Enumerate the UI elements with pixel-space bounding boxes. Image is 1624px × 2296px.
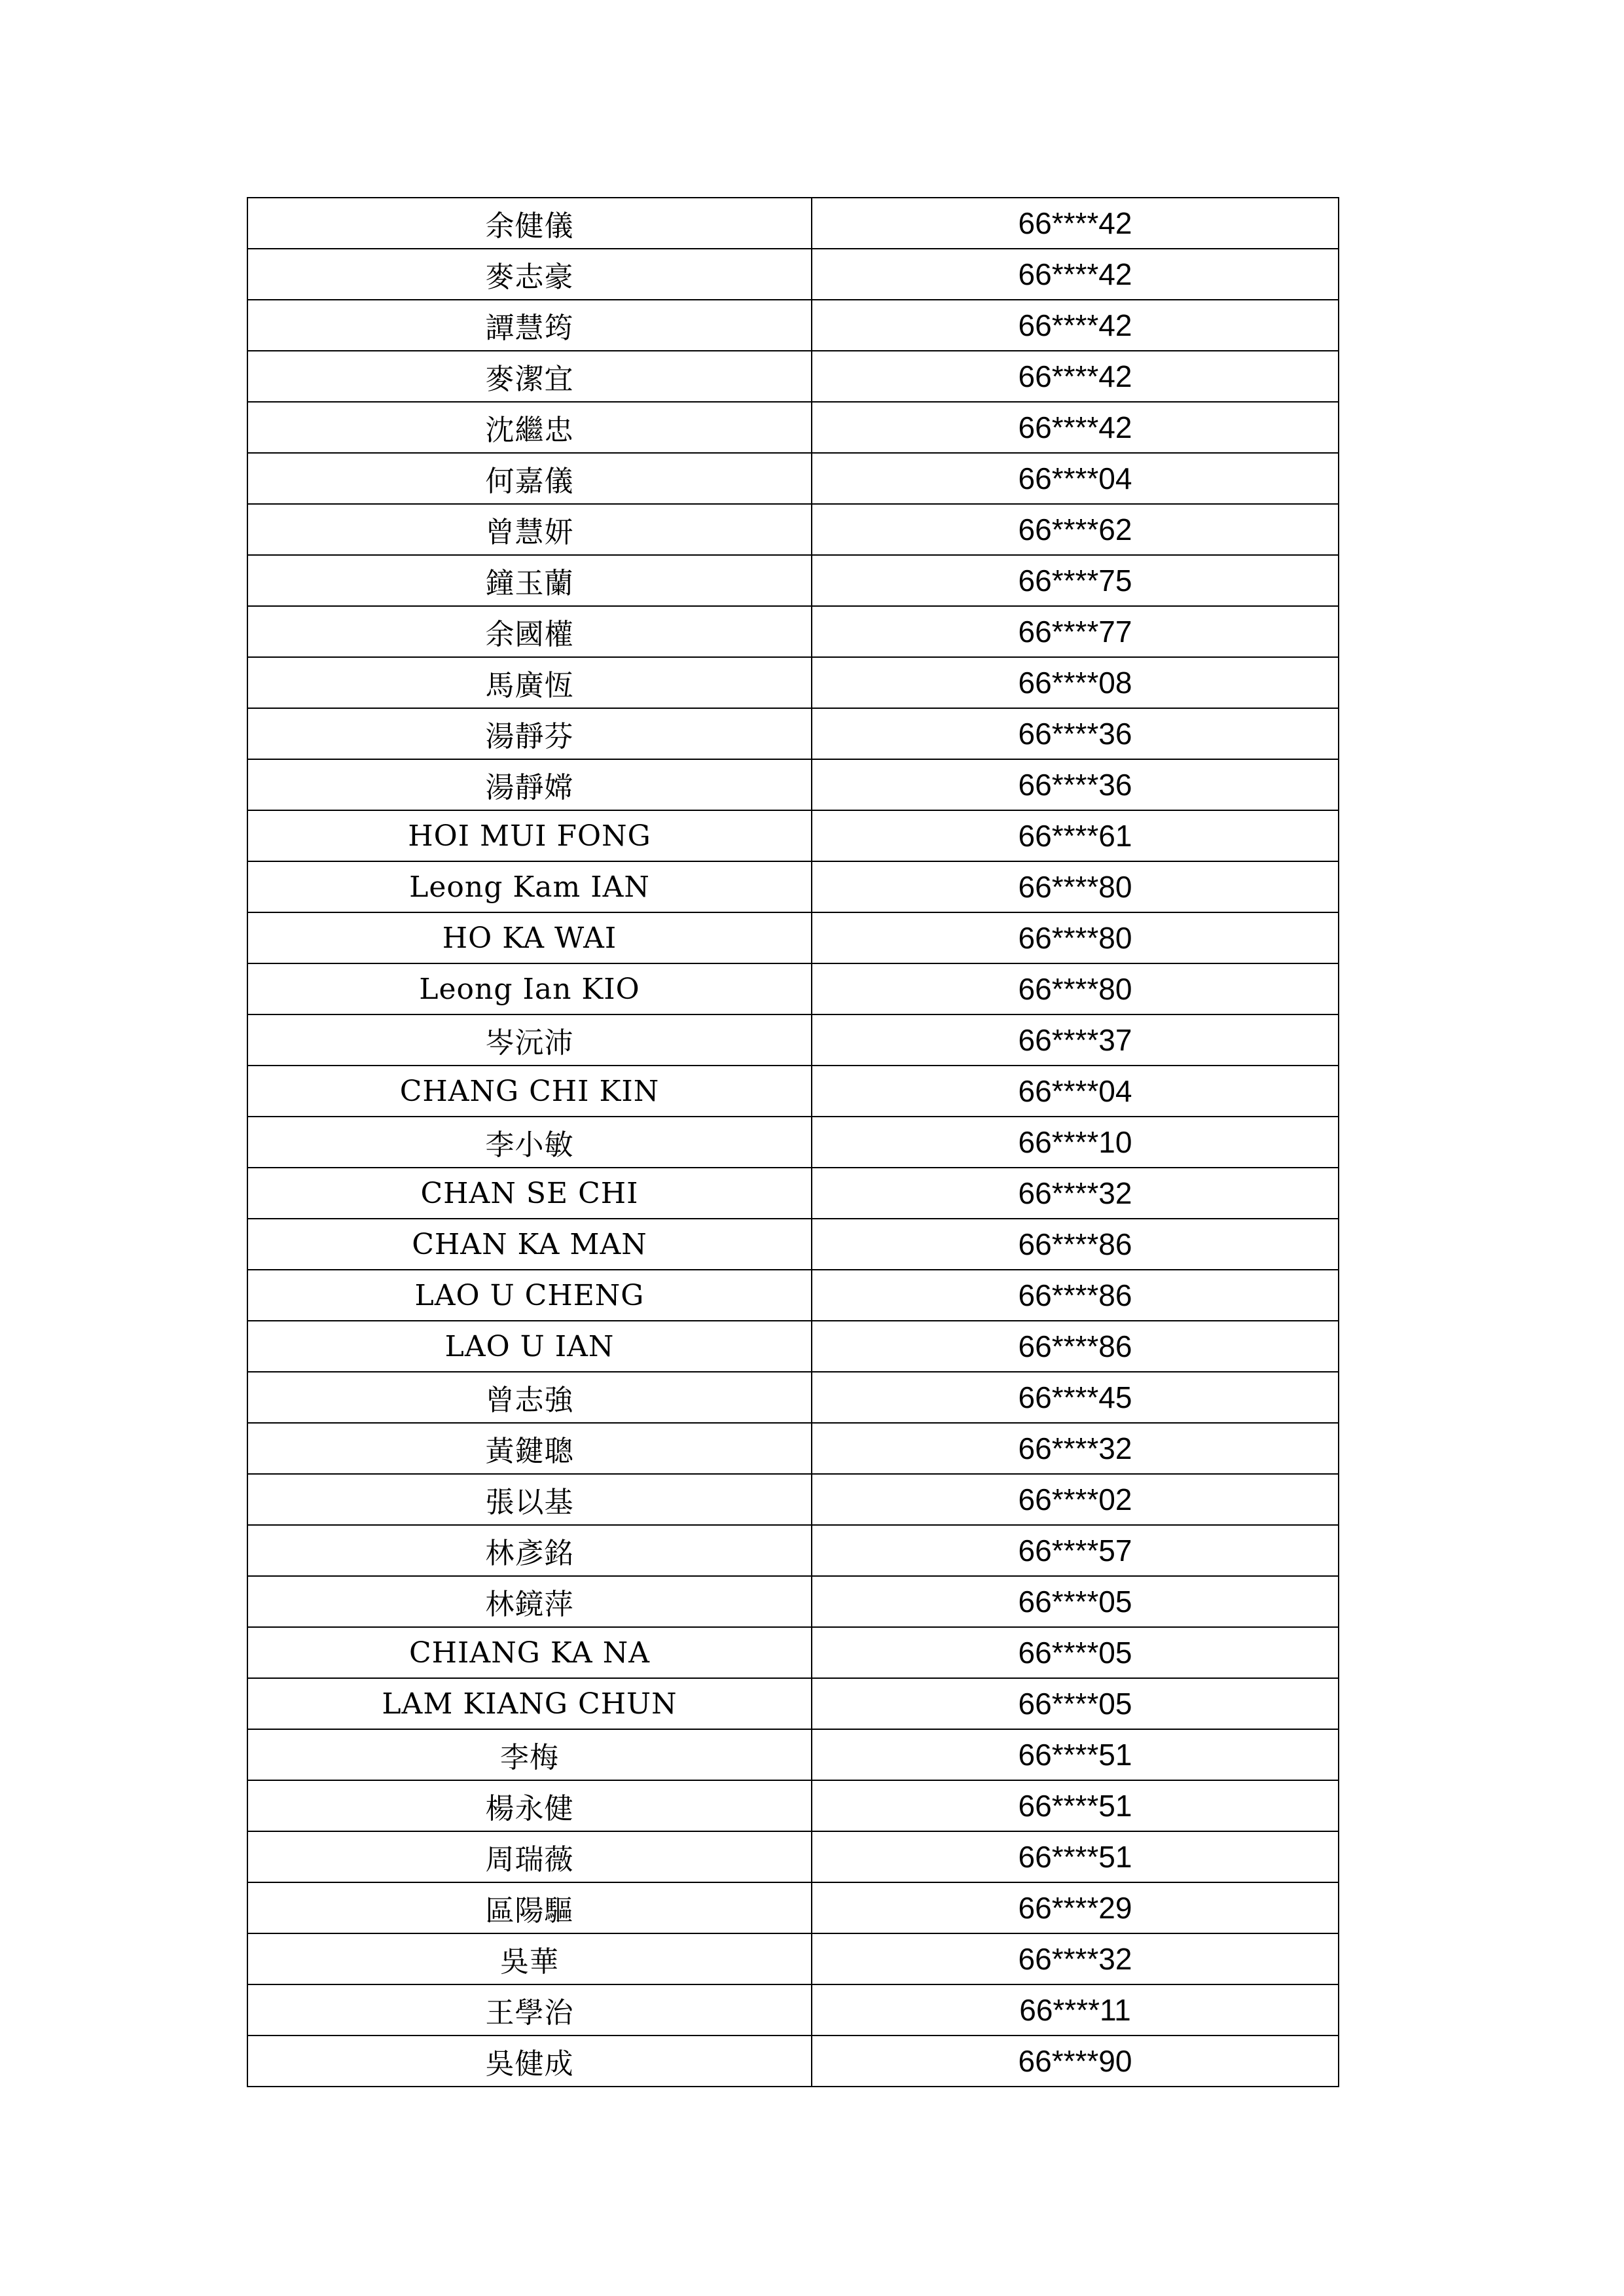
name-cell: CHANG CHI KIN — [247, 1066, 812, 1117]
table-row — [247, 810, 1339, 861]
phone-cell: 66****42 — [812, 198, 1339, 249]
table-row — [247, 1525, 1339, 1576]
name-cell: 曾慧妍 — [247, 504, 812, 555]
phone-cell: 66****08 — [812, 657, 1339, 708]
table-row — [247, 1423, 1339, 1474]
table-row — [247, 2036, 1339, 2087]
name-cell: 李梅 — [247, 1729, 812, 1780]
name-cell: 馬廣恆 — [247, 657, 812, 708]
phone-cell: 66****32 — [812, 1933, 1339, 1984]
phone-cell: 66****77 — [812, 606, 1339, 657]
phone-cell: 66****51 — [812, 1780, 1339, 1831]
phone-cell: 66****10 — [812, 1117, 1339, 1168]
table-row — [247, 1321, 1339, 1372]
name-cell: 曾志強 — [247, 1372, 812, 1423]
phone-cell: 66****04 — [812, 1066, 1339, 1117]
table-row — [247, 1831, 1339, 1882]
name-cell: Leong Ian KIO — [247, 963, 812, 1014]
table-row — [247, 1270, 1339, 1321]
table-row — [247, 1014, 1339, 1066]
name-cell: CHAN KA MAN — [247, 1219, 812, 1270]
name-cell: LAO U IAN — [247, 1321, 812, 1372]
name-cell: 鐘玉蘭 — [247, 555, 812, 606]
phone-cell: 66****86 — [812, 1270, 1339, 1321]
phone-cell: 66****57 — [812, 1525, 1339, 1576]
table-row — [247, 198, 1339, 249]
table-row — [247, 555, 1339, 606]
phone-cell: 66****80 — [812, 912, 1339, 963]
name-cell: 張以基 — [247, 1474, 812, 1525]
phone-cell: 66****37 — [812, 1014, 1339, 1066]
table-body — [247, 198, 1339, 2087]
table-row — [247, 1372, 1339, 1423]
phone-cell: 66****42 — [812, 249, 1339, 300]
table-row — [247, 861, 1339, 912]
phone-cell: 66****42 — [812, 351, 1339, 402]
name-cell: 余健儀 — [247, 198, 812, 249]
phone-cell: 66****80 — [812, 861, 1339, 912]
name-cell: 楊永健 — [247, 1780, 812, 1831]
table-row — [247, 249, 1339, 300]
name-cell: 余國權 — [247, 606, 812, 657]
table-row — [247, 912, 1339, 963]
name-cell: HOI MUI FONG — [247, 810, 812, 861]
phone-cell: 66****05 — [812, 1576, 1339, 1627]
phone-cell: 66****42 — [812, 300, 1339, 351]
table-row — [247, 453, 1339, 504]
table-row — [247, 1474, 1339, 1525]
name-cell: HO KA WAI — [247, 912, 812, 963]
table-row — [247, 1678, 1339, 1729]
table-row — [247, 1219, 1339, 1270]
table-row — [247, 1933, 1339, 1984]
name-cell: 何嘉儀 — [247, 453, 812, 504]
phone-cell: 66****05 — [812, 1678, 1339, 1729]
name-cell: 林彥銘 — [247, 1525, 812, 1576]
name-cell: 周瑞薇 — [247, 1831, 812, 1882]
table-row — [247, 1729, 1339, 1780]
phone-cell: 66****62 — [812, 504, 1339, 555]
name-cell: LAO U CHENG — [247, 1270, 812, 1321]
name-cell: 區陽驅 — [247, 1882, 812, 1933]
name-cell: 吳華 — [247, 1933, 812, 1984]
phone-cell: 66****36 — [812, 759, 1339, 810]
name-cell: 岑沅沛 — [247, 1014, 812, 1066]
phone-cell: 66****90 — [812, 2036, 1339, 2087]
name-cell: Leong Kam IAN — [247, 861, 812, 912]
name-cell: 沈繼忠 — [247, 402, 812, 453]
name-cell: 湯靜嫦 — [247, 759, 812, 810]
table-row — [247, 402, 1339, 453]
name-cell: 湯靜芬 — [247, 708, 812, 759]
phone-cell: 66****29 — [812, 1882, 1339, 1933]
name-cell: 麥志豪 — [247, 249, 812, 300]
phone-cell: 66****05 — [812, 1627, 1339, 1678]
phone-cell: 66****86 — [812, 1321, 1339, 1372]
name-cell: 麥潔宜 — [247, 351, 812, 402]
phone-cell: 66****36 — [812, 708, 1339, 759]
table-row — [247, 1066, 1339, 1117]
table-row — [247, 606, 1339, 657]
phone-cell: 66****51 — [812, 1729, 1339, 1780]
table-row — [247, 504, 1339, 555]
phone-cell: 66****75 — [812, 555, 1339, 606]
phone-cell: 66****11 — [812, 1984, 1339, 2036]
table-row — [247, 1117, 1339, 1168]
phone-cell: 66****51 — [812, 1831, 1339, 1882]
name-cell: CHIANG KA NA — [247, 1627, 812, 1678]
phone-cell: 66****04 — [812, 453, 1339, 504]
table-row — [247, 1882, 1339, 1933]
table-row — [247, 657, 1339, 708]
phone-cell: 66****61 — [812, 810, 1339, 861]
table-row — [247, 1780, 1339, 1831]
name-cell: 王學治 — [247, 1984, 812, 2036]
name-cell: CHAN SE CHI — [247, 1168, 812, 1219]
name-cell: 吳健成 — [247, 2036, 812, 2087]
table-row — [247, 1984, 1339, 2036]
table-row — [247, 759, 1339, 810]
name-cell: 林鏡萍 — [247, 1576, 812, 1627]
table-row — [247, 708, 1339, 759]
phone-cell: 66****86 — [812, 1219, 1339, 1270]
table-row — [247, 1576, 1339, 1627]
name-cell: LAM KIANG CHUN — [247, 1678, 812, 1729]
phone-cell: 66****32 — [812, 1168, 1339, 1219]
table-row — [247, 1627, 1339, 1678]
phone-cell: 66****42 — [812, 402, 1339, 453]
name-cell: 譚慧筠 — [247, 300, 812, 351]
name-cell: 李小敏 — [247, 1117, 812, 1168]
table-row — [247, 963, 1339, 1014]
table-row — [247, 351, 1339, 402]
phone-cell: 66****32 — [812, 1423, 1339, 1474]
name-phone-table — [247, 197, 1339, 2087]
phone-cell: 66****80 — [812, 963, 1339, 1014]
table-row — [247, 1168, 1339, 1219]
phone-cell: 66****02 — [812, 1474, 1339, 1525]
phone-cell: 66****45 — [812, 1372, 1339, 1423]
name-cell: 黃鍵聰 — [247, 1423, 812, 1474]
table-row — [247, 300, 1339, 351]
